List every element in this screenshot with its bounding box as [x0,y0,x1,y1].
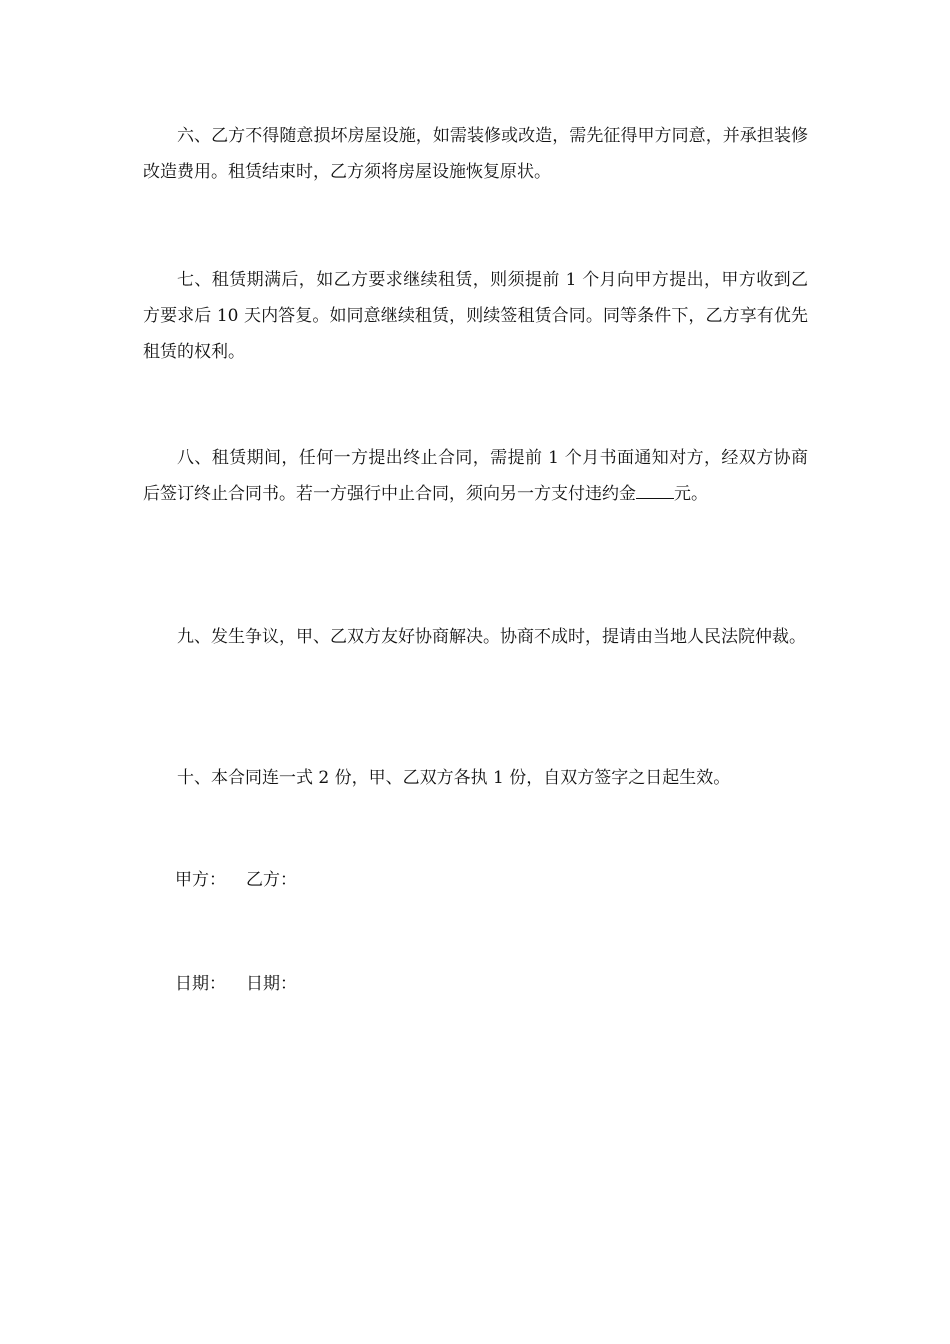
penalty-amount-blank [636,481,674,499]
date-b-label: 日期： [246,974,297,994]
clause-8-text: 八、租赁期间，任何一方提出终止合同，需提前 1 个月书面通知对方，经双方协商后签订终止合同书。若一方强行中止合同，须向另一方支付违约金 [143,448,808,504]
date-a-label: 日期： [175,974,226,994]
clause-8-unit: 元。 [674,484,708,504]
clause-9: 九、发生争议，甲、乙双方友好协商解决。协商不成时，提请由当地人民法院仲裁。 [177,627,806,647]
clause-10: 十、本合同连一式 2 份，甲、乙双方各执 1 份，自双方签字之日起生效。 [177,768,731,788]
party-a-label: 甲方： [175,870,226,890]
party-b-label: 乙方： [246,870,297,890]
clause-7: 七、租赁期满后，如乙方要求继续租赁，则须提前 1 个月向甲方提出，甲方收到乙方要求后 10 天内答复。如同意继续租赁，则续签租赁合同。同等条件下，乙方享有优先租赁的权利。 [143,270,808,362]
clause-8 [143,440,808,512]
signature-party-line [175,862,297,898]
clause-6: 六、乙方不得随意损坏房屋设施，如需装修或改造，需先征得甲方同意，并承担装修改造费用。租赁结束时，乙方须将房屋设施恢复原状。 [143,126,808,182]
signature-date-line [175,966,297,1002]
